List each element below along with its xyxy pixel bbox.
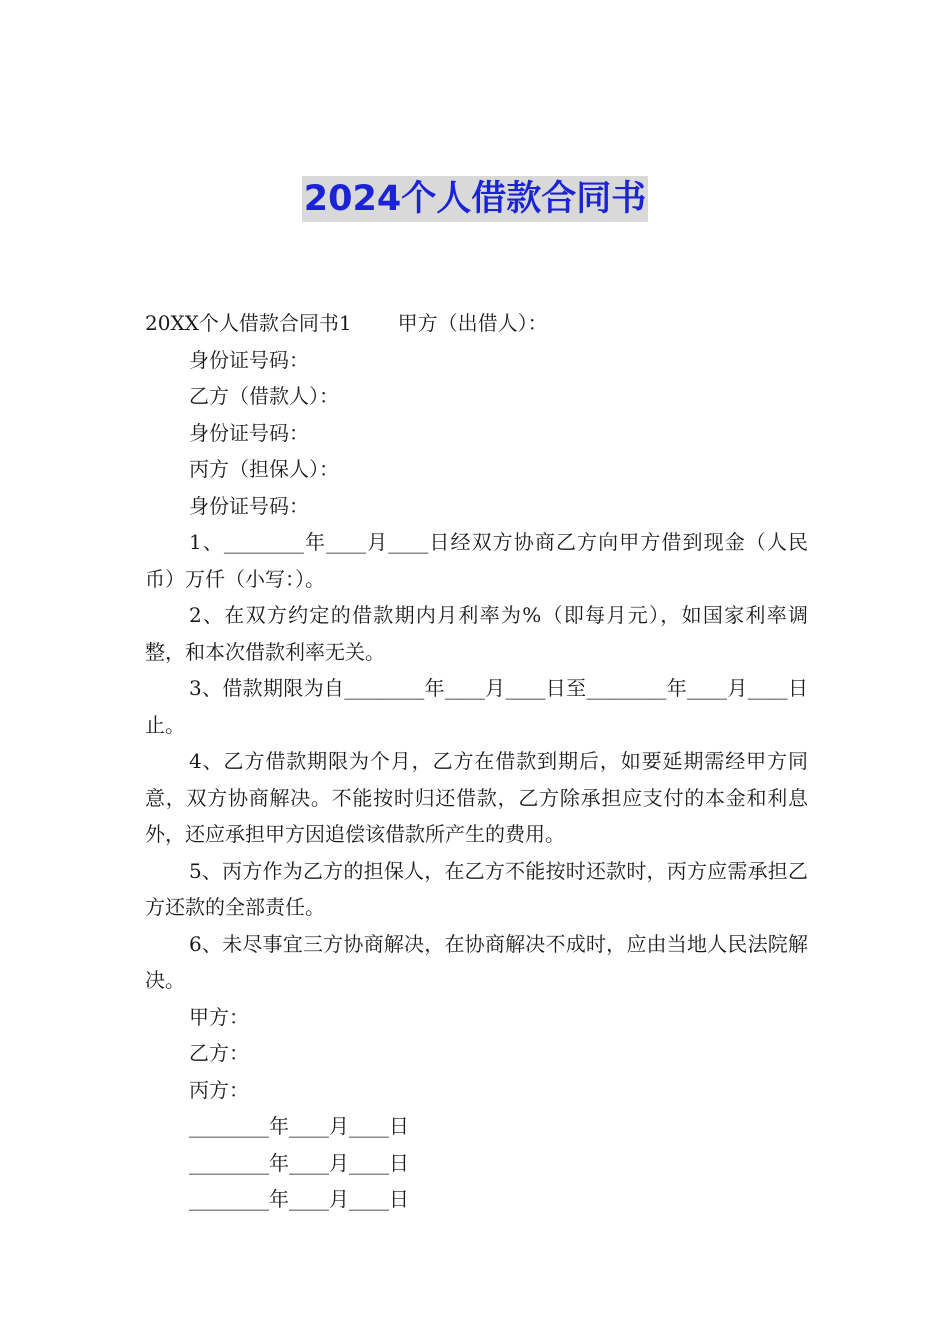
document-body [145,305,808,1218]
party-c-id-line: 身份证号码： [189,493,309,518]
party-a-id-line: 身份证号码： [189,347,309,372]
signature-party-c: 丙方： [189,1077,249,1102]
clause-2: 2、在双方约定的借款期内月利率为%（即每月元），如国家利率调整，和本次借款利率无关。 [145,603,808,664]
date-line-2: ________年____月____日 [189,1150,409,1175]
date-line-1: ________年____月____日 [189,1114,409,1138]
title-container [0,176,950,222]
heading-line [145,305,808,342]
party-b-id-line: 身份证号码： [189,420,309,445]
clause-5: 5、丙方作为乙方的担保人，在乙方不能按时还款时，丙方应需承担乙方还款的全部责任。 [145,858,808,919]
document-title: 2024个人借款合同书 [302,176,648,222]
clause-6: 6、未尽事宜三方协商解决，在协商解决不成时，应由当地人民法院解决。 [145,931,808,992]
heading-prefix: 20XX个人借款合同书1 [145,311,352,335]
clause-3: 3、借款期限为自________年____月____日至________年____月____日止。 [145,676,808,737]
party-a-label: 甲方（出借人）： [397,311,548,335]
signature-party-a: 甲方： [189,1004,249,1029]
clause-1: 1、________年____月____日经双方协商乙方向甲方借到现金（人民币）万仟（小写：）。 [145,530,808,591]
date-line-3: ________年____月____日 [189,1187,409,1211]
party-b-line: 乙方（借款人）： [189,384,339,408]
party-c-line: 丙方（担保人）： [189,457,339,481]
signature-party-b: 乙方： [189,1041,249,1065]
clause-4: 4、乙方借款期限为个月，乙方在借款到期后，如要延期需经甲方同意，双方协商解决。不能按时归还借款，乙方除承担应支付的本金和利息外，还应承担甲方因追偿该借款所产生的费用。 [145,749,808,846]
